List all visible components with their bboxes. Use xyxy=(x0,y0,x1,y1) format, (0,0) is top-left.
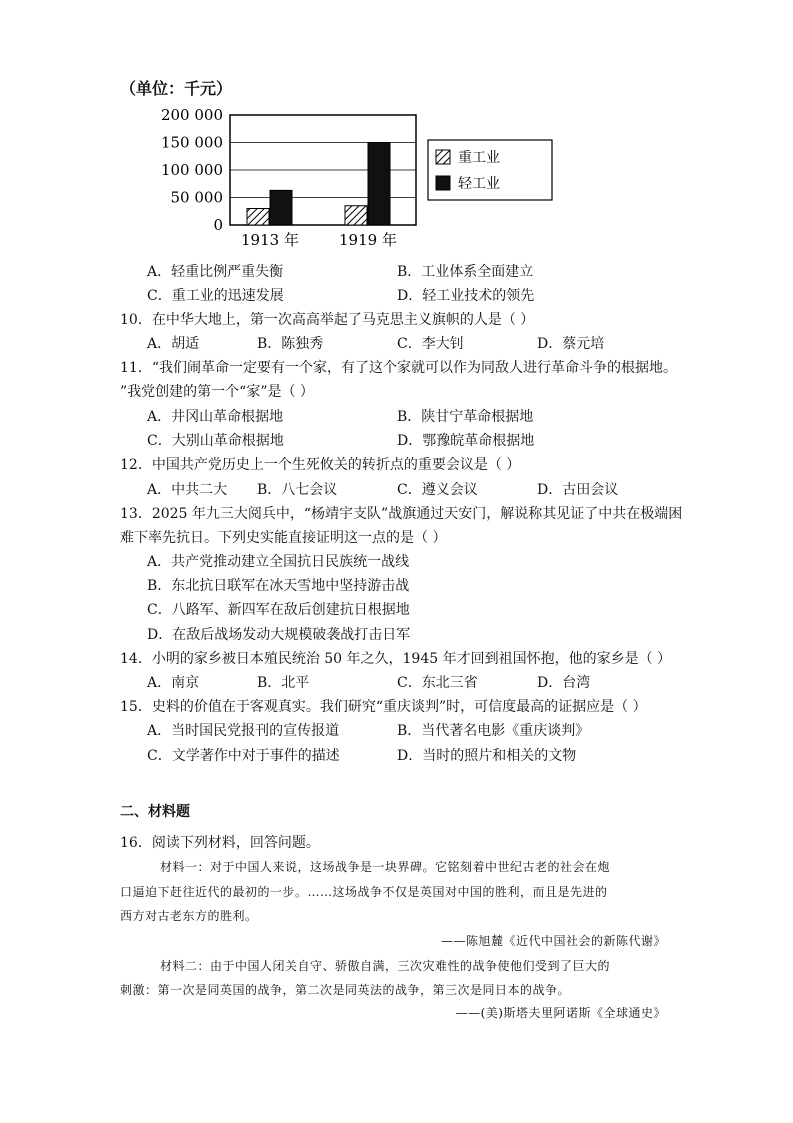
y-tick-label: 100 000 xyxy=(160,161,223,179)
q11-option-c: C．大别山革命根据地 xyxy=(147,433,284,449)
y-tick-label: 150 000 xyxy=(160,133,223,152)
q15-option-a: A．当时国民党报刊的宣传报道 xyxy=(147,723,340,739)
q15-option-b: B．当代著名电影《重庆谈判》 xyxy=(397,723,590,739)
q9-option-d: D．轻工业技术的领先 xyxy=(397,288,535,304)
material-2-source: ——(美)斯塔夫里阿诺斯《全球通史》 xyxy=(455,1006,666,1020)
q9-option-b: B．工业体系全面建立 xyxy=(397,264,534,280)
chart-unit-label: （单位：千元） xyxy=(120,79,233,98)
bar-light-1 xyxy=(368,143,390,226)
q10-option-a: A．胡适 xyxy=(147,336,200,352)
q11-stem: 11．“我们闹革命一定要有一个家，有了这个家就可以作为同敌人进行革命斗争的根据地。 xyxy=(120,360,677,376)
q10-stem: 10．在中华大地上，第一次高高举起了马克思主义旗帜的人是（ ） xyxy=(120,312,535,328)
bar-chart xyxy=(160,100,560,260)
q14-option-d: D．台湾 xyxy=(537,675,591,691)
q14-stem: 14．小明的家乡被日本殖民统治 50 年之久，1945 年才回到祖国怀抱，他的家乡是（ ） xyxy=(120,651,672,667)
q14-option-a: A．南京 xyxy=(147,675,200,691)
q10-option-c: C．李大钊 xyxy=(397,336,464,352)
material-2-line-2: 刺激：第一次是同英国的战争，第二次是同英法的战争，第三次是同日本的战争。 xyxy=(120,983,571,997)
bar-heavy-1 xyxy=(345,206,367,225)
y-tick-label: 200 000 xyxy=(160,106,223,124)
q13-option-c: C．八路军、新四军在敌后创建抗日根据地 xyxy=(147,602,410,618)
legend-label-1: 轻工业 xyxy=(458,176,500,192)
x-tick-label: 1919 年 xyxy=(339,231,397,249)
q12-option-c: C．遵义会议 xyxy=(397,482,478,498)
q12-stem: 12．中国共产党历史上一个生死攸关的转折点的重要会议是（ ） xyxy=(120,457,521,473)
legend-swatch-1 xyxy=(436,176,450,190)
legend-label-0: 重工业 xyxy=(458,150,500,166)
q11-option-a: A．井冈山革命根据地 xyxy=(147,409,284,425)
q15-stem: 15．史料的价值在于客观真实。我们研究“重庆谈判”时，可信度最高的证据应是（ ） xyxy=(120,699,647,715)
q12-option-a: A．中共二大 xyxy=(147,482,228,498)
q13-stem: 13．2025 年九三大阅兵中，“杨靖宇支队”战旗通过天安门，解说称其见证了中共在极端困 xyxy=(120,506,683,522)
material-1-line-2: 口逼迫下赶往近代的最初的一步。……这场战争不仅是英国对中国的胜利，而且是先进的 xyxy=(120,885,608,899)
q13-option-b: B．东北抗日联军在冰天雪地中坚持游击战 xyxy=(147,578,410,594)
bar-heavy-0 xyxy=(247,209,269,226)
q12-option-d: D．古田会议 xyxy=(537,482,619,498)
q14-option-c: C．东北三省 xyxy=(397,675,478,691)
q11-option-d: D．鄂豫皖革命根据地 xyxy=(397,433,535,449)
x-tick-label: 1913 年 xyxy=(241,231,299,249)
q12-option-b: B．八七会议 xyxy=(257,482,338,498)
q15-option-d: D．当时的照片和相关的文物 xyxy=(397,748,577,764)
material-2-line-1: 材料二：由于中国人闭关自守、骄傲自满，三次灾难性的战争使他们受到了巨大的 xyxy=(160,959,611,973)
q11-stem-cont: ”我党创建的第一个“家”是（ ） xyxy=(120,384,314,400)
material-1-line-3: 西方对古老东方的胜利。 xyxy=(120,909,258,923)
material-1-source: ——陈旭麓《近代中国社会的新陈代谢》 xyxy=(440,934,666,948)
q14-option-b: B．北平 xyxy=(257,675,310,691)
q9-option-a: A．轻重比例严重失衡 xyxy=(147,264,284,280)
q11-option-b: B．陕甘宁革命根据地 xyxy=(397,409,534,425)
y-tick-label: 50 000 xyxy=(170,188,223,207)
material-1-line-1: 材料一：对于中国人来说，这场战争是一块界碑。它铭刻着中世纪古老的社会在炮 xyxy=(160,860,611,874)
q13-option-d: D．在敌后战场发动大规模破袭战打击日军 xyxy=(147,627,411,643)
bar-light-0 xyxy=(270,190,292,225)
q13-stem-cont: 难下率先抗日。下列史实能直接证明这一点的是（ ） xyxy=(120,530,447,546)
legend-swatch-0 xyxy=(436,150,450,164)
q13-option-a: A．共产党推动建立全国抗日民族统一战线 xyxy=(147,554,410,570)
q16-stem: 16．阅读下列材料，回答问题。 xyxy=(120,835,320,851)
section-title: 二、材料题 xyxy=(120,804,190,820)
y-tick-label: 0 xyxy=(213,216,223,234)
q9-option-c: C．重工业的迅速发展 xyxy=(147,288,284,304)
q10-option-d: D．蔡元培 xyxy=(537,336,605,352)
q10-option-b: B．陈独秀 xyxy=(257,336,324,352)
q15-option-c: C．文学著作中对于事件的描述 xyxy=(147,748,340,764)
